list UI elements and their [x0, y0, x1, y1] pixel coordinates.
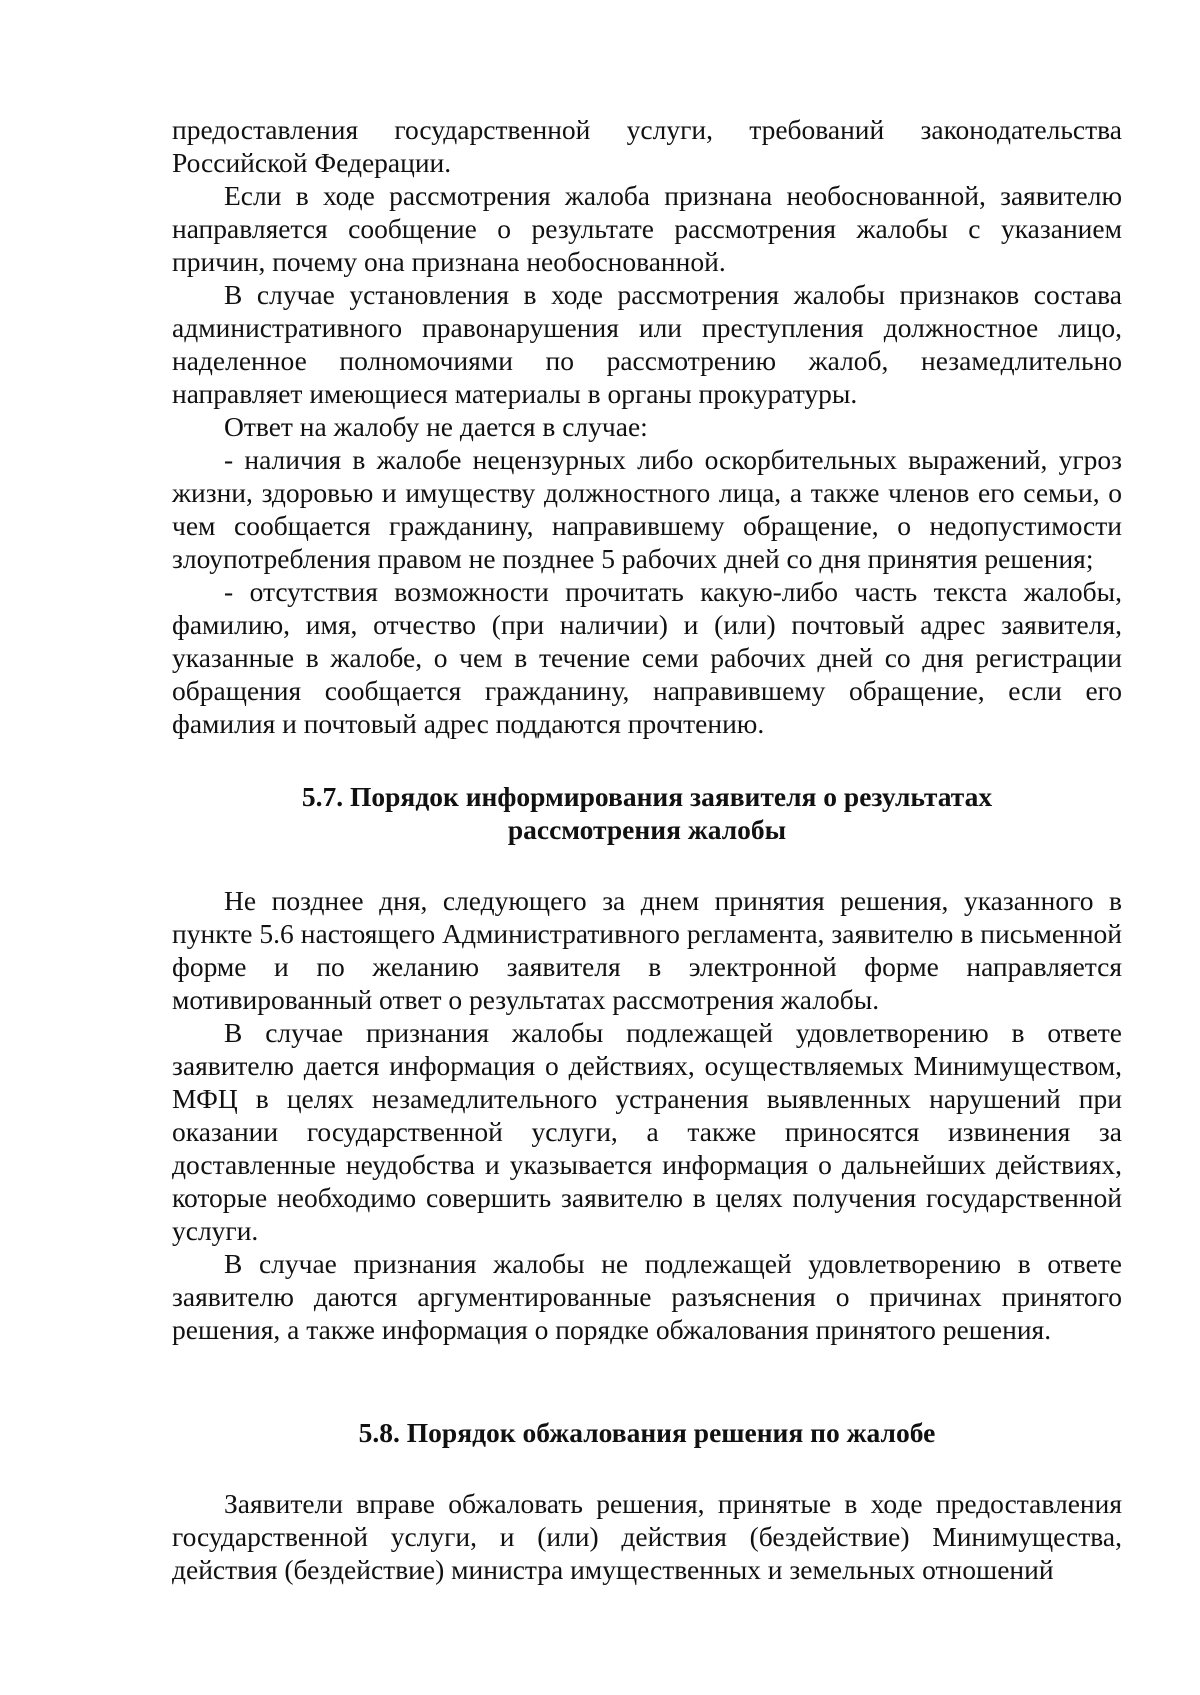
section-heading-5-7 — [172, 780, 1122, 846]
paragraph-complaint-satisfied: В случае признания жалобы подлежащей удовлетворению в ответе заявителю дается информация о действиях, осуществляемых Минимуществом, МФЦ в целях незамедлительного устранения выявленных нарушений при оказании государственной услуги, а также приносятся извинения за доставленные неудобства и указывается информация о дальнейших действиях, которые необходимо совершить заявителю в целях получения государственной услуги. — [172, 1017, 1122, 1246]
paragraph-appeal-rights: Заявители вправе обжаловать решения, принятые в ходе предоставления государственной услуги, и (или) действия (бездействие) Минимущества, действия (бездействие) министра имущественных и земельных отношений — [172, 1488, 1122, 1585]
section-heading-5-7-line1: 5.7. Порядок информирования заявителя о результатах — [301, 781, 993, 812]
paragraph-unreadable-text: - отсутствия возможности прочитать какую-либо часть текста жалобы, фамилию, имя, отчество (при наличии) и (или) почтовый адрес заявителя, указанные в жалобе, о чем в течение семи рабочих дней со дня регистрации обращения сообщается гражданину, направившему обращение, если его фамилия и почтовый адрес поддаются прочтению. — [172, 576, 1122, 739]
paragraph-unfounded-complaint: Если в ходе рассмотрения жалоба признана необоснованной, заявителю направляется сообщение о результате рассмотрения жалобы с указанием причин, почему она признана необоснованной. — [172, 180, 1122, 277]
document-page — [172, 113, 1122, 1586]
paragraph-complaint-rejected: В случае признания жалобы не подлежащей удовлетворению в ответе заявителю даются аргументированные разъяснения о причинах принятого решения, а также информация о порядке обжалования принятого решения. — [172, 1248, 1122, 1345]
section-heading-5-7-line2: рассмотрения жалобы — [507, 814, 787, 845]
paragraph-reasoned-answer: Не позднее дня, следующего за днем принятия решения, указанного в пункте 5.6 настоящего Административного регламента, заявителю в письменной форме и по желанию заявителя в электронной форме направляется мотивированный ответ о результатах рассмотрения жалобы. — [172, 885, 1122, 1015]
section-heading-5-8: 5.8. Порядок обжалования решения по жалобе — [358, 1417, 936, 1448]
paragraph-continuation: предоставления государственной услуги, требований законодательства Российской Федерации. — [172, 114, 1122, 178]
paragraph-offense-signs: В случае установления в ходе рассмотрения жалобы признаков состава административного правонарушения или преступления должностное лицо, наделенное полномочиями по рассмотрению жалоб, незамедлительно направляет имеющиеся материалы в органы прокуратуры. — [172, 279, 1122, 409]
paragraph-obscene-language: - наличия в жалобе нецензурных либо оскорбительных выражений, угроз жизни, здоровью и имуществу должностного лица, а также членов его семьи, о чем сообщается гражданину, направившему обращение, о недопустимости злоупотребления правом не позднее 5 рабочих дней со дня принятия решения; — [172, 444, 1122, 574]
paragraph-no-answer-intro: Ответ на жалобу не дается в случае: — [224, 411, 648, 442]
